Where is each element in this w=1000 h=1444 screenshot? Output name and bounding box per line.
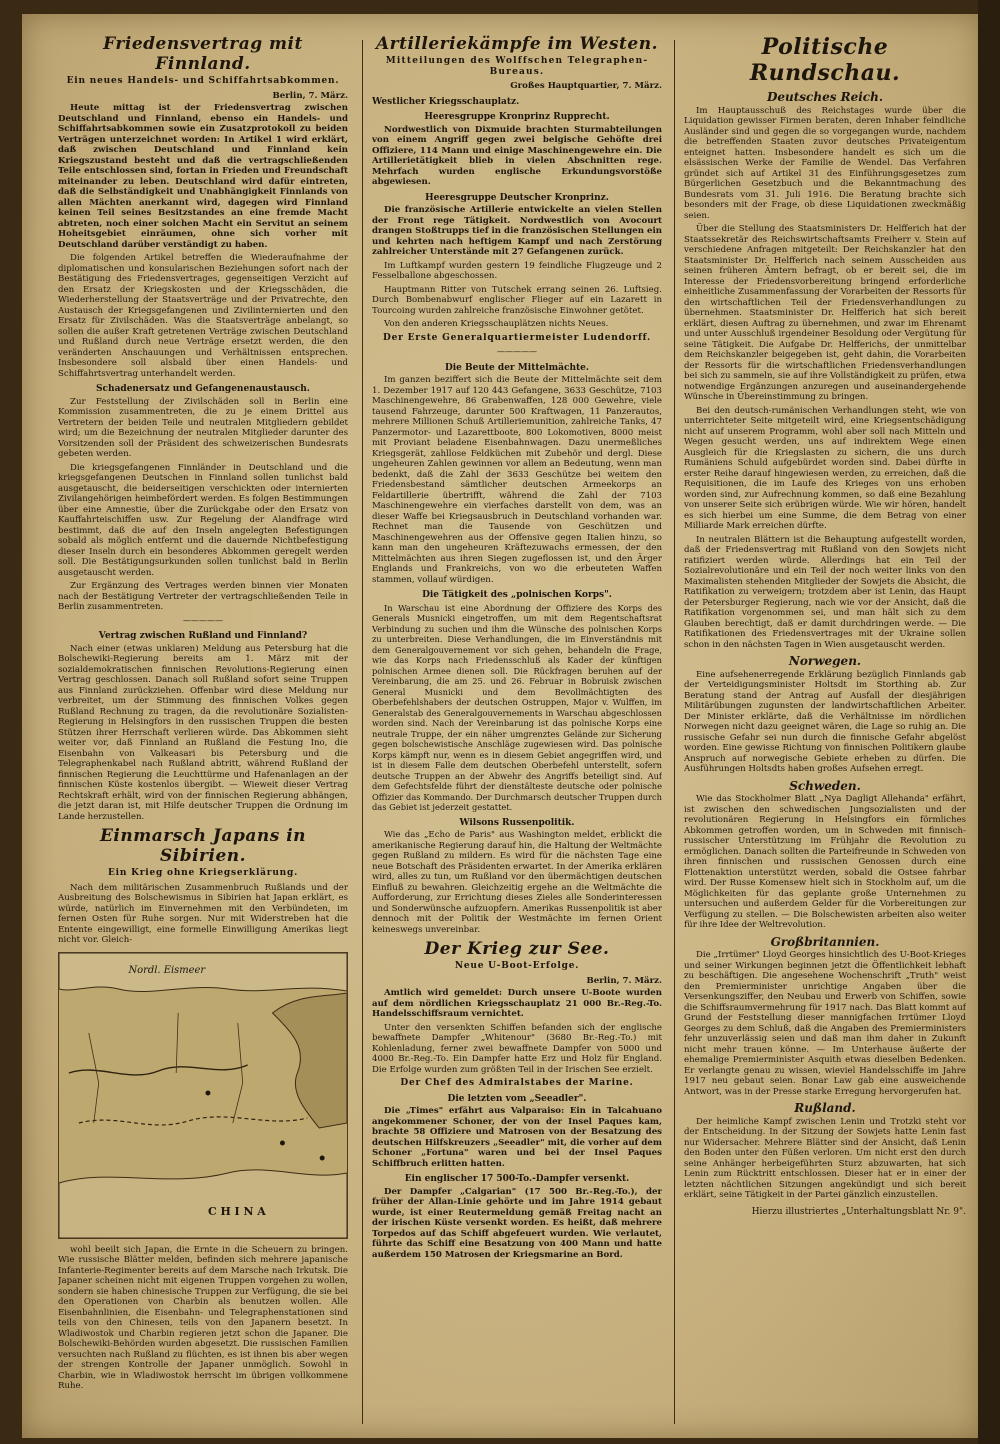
map-label-eismeer: Nordl. Eismeer [128, 964, 206, 976]
paragraph: Die folgenden Artikel betreffen die Wiederaufnahme der diplomatischen und konsularischen Beziehungen sofort nach der Bestätigung des Friedensvertrages, gegenseitigen Verzicht auf den Ersatz der Kriegskosten und der Kriegsschäden, die Wiederherstellung der Staatsverträge und der Privatrechte, den Austausch der Kriegsgefangenen und Zivilinternierten und den Ersatz für Zivilschäden. Was die Staatsverträge anbelangt, so sollen die außer Kraft getretenen Verträge zwischen Deutschland und Rußland durch neue Verträge ersetzt werden, die den veränderten Anschauungen und Verhältnissen entsprechen. Insbesondere soll alsbald über einen Handels- und Schiffahrtsvertrag unterhandelt werden. [58, 253, 348, 379]
footer-note: Hierzu illustriertes „Unterhaltungsblatt Nr. 9". [751, 1206, 966, 1217]
article-subtitle-japan: Ein Krieg ohne Kriegserklärung. [107, 868, 299, 878]
section-heading-schweden: Schweden. [789, 778, 861, 793]
article-title-rundschau: Politische Rundschau. [749, 34, 901, 86]
paragraph: Im Luftkampf wurden gestern 19 feindliche Flugzeuge und 2 Fesselballone abgeschossen. [372, 260, 662, 281]
paragraph: Nach dem militärischen Zusammenbruch Rußlands und der Ausbreitung des Bolschewismus in Sibirien hat Japan erklärt, es würde, natürlich im Einvernehmen mit den Verbündeten, im fernen Osten für Ruhe sorgen. Nur mit Widerstreben hat die Entente eingewilligt, eine formelle Einwilligung Amerikas liegt nicht vor. Gleich- [58, 882, 348, 945]
dateline: Berlin, 7. März. [586, 975, 662, 986]
section-heading-calgarian: Ein englischer 17 500-To.-Dampfer versenkt. [404, 1174, 630, 1184]
section-heading-wilson: Wilsons Russenpolitik. [459, 817, 575, 828]
paragraph: In neutralen Blättern ist die Behauptung aufgestellt worden, daß der Friedensvertrag mit Rußland von den Sowjets nicht ratifiziert werden würde. Allerdings hat ein Teil der Sozialrevolutionäre und ein Teil der noch weiter links von den Maximalisten stehenden Mitglieder der Sowjets die Absicht, die Ratifikation zu verweigern; trotzdem aber ist Lenin, das Haupt der Petersburger Regierung, nach wie vor der Ansicht, daß die Ratifikation vorgenommen sei, und man hält sich zu dem Glauben berechtigt, daß er damit durchdringen werde. — Die Ratifikationen des Friedensvertrages mit der Ukraine sollen schon in den nächsten Tagen in Wien ausgetauscht werden. [684, 534, 966, 650]
section-heading-kronprinz: Heeresgruppe Deutscher Kronprinz. [425, 192, 609, 203]
paragraph: Zur Ergänzung des Vertrages werden binnen vier Monaten nach der Bestätigung Vertreter der vertragschließenden Teile in Berlin zusammentreten. [58, 581, 348, 612]
lead-paragraph: Amtlich wird gemeldet: Durch unsere U-Boote wurden auf dem nördlichen Kriegsschauplatz 21 000 Br.-Reg.-To. Handelsschiffsraum vernichtet. [372, 988, 662, 1019]
paragraph: Die französische Artillerie entwickelte an vielen Stellen der Front rege Tätigkeit. Nordwestlich von Avocourt drangen Stoßtrupps tief in die französischen Stellungen ein und kehrten nach heftigem Kampf und nach Zerstörung zahlreicher Unterstände mit 27 Gefangenen zurück. [372, 205, 662, 257]
paragraph: Der heimliche Kampf zwischen Lenin und Trotzki steht vor der Entscheidung. In der Sitzung der Sowjets hatte Lenin fast nur Widersacher. Mehrere Blätter sind der Ansicht, daß Lenin den Boden unter den Füßen verloren. Um nicht erst den durch seine Anhänger herbeigeführten Sturz abzuwarten, hat sich Lenin zum Rücktritt entschlossen. Dieser hat er in einer der letzten nächtlichen Sitzungen angekündigt und sich bereit erklärt, seine Tätigkeit in der Partei gänzlich einzustellen. [684, 1116, 966, 1200]
article-title-artillerie: Artilleriekämpfe im Westen. [375, 34, 659, 54]
article-subtitle-finnland: Ein neues Handels- und Schiffahrtsabkommen. [66, 76, 340, 86]
dateline: Berlin, 7. März. [272, 90, 348, 101]
divider: ————— [497, 347, 537, 356]
paragraph: Wie das Stockholmer Blatt „Nya Dagligt Allehanda" erfährt, ist zwischen den schwedischen Jungsozialisten und der revolutionären Regierung in Helsingfors ein förmliches Abkommen getroffen worden, um in Schweden mit finnisch-russischer Unterstützung im Frühjahr die Revolution zu ermöglichen. Danach sollten die Parteifreunde in Schweden von ihren finnischen und russischen Genossen durch eine Flottenaktion unterstützt werden, sobald die Ostsee fahrbar wird. Der Russe Komensew hielt sich in Stockholm auf, um die Möglichkeiten für das geplante große Unternehmen zu untersuchen und außerdem Gelder für die Vorbereitungen zur Verfügung zu stellen. — Die Bolschewisten arbeiten also weiter für ihre Idee der Weltrevolution. [684, 794, 966, 930]
section-heading-korps: Die Tätigkeit des „polnischen Korps". [422, 590, 612, 600]
section-heading-grossbritannien: Großbritannien. [770, 934, 880, 949]
lead-paragraph: Heute mittag ist der Friedensvertrag zwischen Deutschland und Finnland, ebenso ein Handels- und Schiffahrtsabkommen sowie ein Zusatzprotokoll zu beiden Verträgen unterzeichnet worden: In Artikel 1 wird erklärt, daß zwischen Deutschland und Finnland kein Kriegszustand besteht und daß die vertragschließenden Teile entschlossen sind, fortan in Frieden und Freundschaft miteinander zu leben. Deutschland wird dafür eintreten, daß die Selbständigkeit und Unabhängigkeit Finnlands von allen Mächten anerkannt wird, dagegen wird Finnland keinen Teil seines Besitzstandes an eine fremde Macht abtreten, noch einer solchen Macht ein Servitut an seinem Hoheitsgebiet einräumen, ohne sich vorher mit Deutschland darüber verständigt zu haben. [58, 103, 348, 250]
section-heading-vertrag: Vertrag zwischen Rußland und Finnland? [98, 631, 308, 641]
column-rule-2 [674, 40, 675, 1424]
paragraph: Im ganzen beziffert sich die Beute der Mittelmächte seit dem 1. Dezember 1917 auf 120 443 Gefangene, 3633 Geschütze, 7103 Maschinengewehre, 86 Grabenwaffen, 128 000 Gewehre, viele tausend Fahrzeuge, darunter 500 Kraftwagen, 11 Panzerautos, mehrere Millionen Schuß Artilleriemunition, zahlreiche Tanks, 47 Panzermotor- und Lazarettboote, 800 Lokomotiven, 8000 meist mit Proviant beladene Eisenbahnwagen. Dazu unermeßliches Kriegsgerät, zahllose Feldküchen mit Zubehör und dergl. Diese ungeheuren Zahlen gewinnen vor allem an Bedeutung, wenn man bedenkt, daß die Zahl der 3633 Geschütze bei weitem den Friedensbestand sämtlicher deutschen Armeekorps an Feldartillerie übertrifft, während die Zahl der 7103 Maschinengewehre ein vierfaches darstellt von dem, was an dieser Waffe bei Kriegsausbruch in Deutschland vorhanden war. Rechnet man die Tausende von Geschützen und Maschinengewehren aus der Offensive gegen Italien hinzu, so kann man den ungeheuren Kräftezuwachs ermessen, der den Mittelmächten aus ihren Siegen zugeflossen ist, und den Ärger Englands und Frankreichs, von wo die erbeuteten Waffen stammen, vollauf würdigen. [372, 375, 662, 585]
paragraph: Der Dampfer „Calgarian" (17 500 Br.-Reg.-To.), der früher der Allan-Linie gehörte und im Jahre 1914 gebaut wurde, ist einer Reutermeldung gemäß Freitag nacht an der irischen Küste versenkt worden. Es heißt, daß mehrere Torpedos auf das Schiff abgefeuert wurden. Wie verlautet, führte das Schiff eine Besatzung von 400 Mann und hatte außerdem 150 Matrosen der Kriegsmarine an Bord. [372, 1186, 662, 1260]
section-heading-russland: Rußland. [794, 1101, 856, 1115]
paragraph: wohl beeilt sich Japan, die Ernte in die Scheuern zu bringen. Wie russische Blätter melden, befinden sich mehrere japanische Infanterie-Regimenter bereits auf dem Marsche nach Irkutsk. Die Japaner scheinen nicht mit eigenen Truppen vorgehen zu wollen, sondern sie haben chinesische Truppen zur Verfügung, die sie bei den Operationen von Charbin als benutzen wollen. Alle Eisenbahnlinien, die Eisenbahn- und Telegraphenstationen sind teils von den Chinesen, teils von den Japanern besetzt. In Wladiwostok und Charbin regieren jetzt schon die Japaner. Die Bolschewiki-Behörden wurden abgesetzt. Die russischen Familien versuchten nach Rußland zu flüchten, es ist ihnen bis aber wegen der strengen Kontrolle der Japaner unmöglich. Sowohl in Charbin, wie in Wladiwostok herrscht im übrigen vollkommene Ruhe. [58, 1244, 348, 1391]
article-title-see: Der Krieg zur See. [424, 939, 610, 959]
signature-admiralstab: Der Chef des Admiralstabes der Marine. [400, 1078, 634, 1088]
adjacent-page-edge [978, 0, 1000, 1444]
section-heading-rupprecht: Heeresgruppe Kronprinz Rupprecht. [424, 112, 610, 122]
article-subtitle-wolff: Mitteilungen des Wolffschen Telegraphen-Bureaus. [385, 56, 649, 77]
paragraph: Wie das „Echo de Paris" aus Washington meldet, erblickt die amerikanische Regierung darauf hin, die Haltung der Weltmächte gegen Rußland zu mildern. Es wird für die nächsten Tage eine neue Botschaft des Präsidenten erwartet. In der Amerika erklären wird, alles zu tun, um Rußland vor den übermächtigen deutschen Einfluß zu bewahren. Gleichzeitig ergehe an die Weltmächte die Aufforderung, zur Errichtung dieses Zieles alle Sonderinteressen und Sonderwünsche aufzuopfern. Amerikas Russenpolitik ist aber dennoch mit der Politik der Westmächte im fernen Orient keineswegs unvereinbar. [372, 830, 662, 935]
paragraph: Die „Irrtümer" Lloyd Georges hinsichtlich des U-Boot-Krieges und seiner Wirkungen beginnen jetzt die Öffentlichkeit lebhaft zu beschäftigen. Die angesehene Wochenschrift „Truth" weist den Premierminister unrichtige Angaben über die Versenkungsziffer, den Neubau und Erwerb von Schiffen, sowie die Schiffsraumvermehrung für 1917 nach. Das Blatt kommt auf Grund der Feststellung dieser mannigfachen Irrtümer Lloyd Georges zu dem Schluß, daß die Angaben des Premierministers fehr unzuverlässig seien und daß man ihm daher in Zukunft nicht mehr trauen könne. — Im Unterhause äußerte der ehemalige Premierminister Asquith etwas dieselben Bedenken. Er verlangte genau zu wissen, wieviel Handelsschiffe im Jahre 1917 neu gebaut seien. Bonar Law gab eine ausweichende Antwort, was in der Presse starke Erregung hervorgerufen hat. [684, 950, 966, 1097]
paragraph: Unter den versenkten Schiffen befanden sich der englische bewaffnete Dampfer „Whitenour" (3680 Br.-Reg.-To.) mit Kohlenladung, ferner zwei bewaffnete Dampfer von 5000 und 4000 Br.-Reg.-To. Ein Dampfer hatte Erz und Holz für England. Die Erfolge wurden zum größten Teil in der Irischen See erzielt. [372, 1022, 662, 1075]
section-heading-norwegen: Norwegen. [788, 654, 862, 668]
article-title-finnland: Friedensvertrag mit Finnland. [103, 34, 303, 74]
paragraph: In Warschau ist eine Abordnung der Offiziere des Korps des Generals Musnicki eingetroffen, um mit dem Regentschaftsrat Verbindung zu suchen und ihm die Wünsche des polnischen Korps zu unterbreiten. Diese Verhandlungen, die im Einverständnis mit dem Generalgouvernement vor sich gehen, behandeln die Frage, wie das Korps nach Friedensschluß als Kader der künftigen polnischen Armee dienen soll. Die Rückfragen beruhen auf der Vereinbarung, die am 25. und 26. Februar in Bobruisk zwischen General Musnicki und dem Bevollmächtigten des Oberbefehlshabers der deutschen Ostruppen, Major v. Wulffen, im Generalstab des Generalgouvernements in Warschau abgeschlossen worden sind. Nach der Vereinbarung ist das polnische Korps eine neutrale Truppe, der ein näher umgrenztes Gelände zur Sicherung gegen bolschewistische Anschläge zugewiesen wird. Das polnische Korps kämpft nur, wenn es in diesem Gebiet angegriffen wird, und ist in diesem Falle dem deutschen Oberbefehl unterstellt, sofern deutsche Truppen an der Abwehr des Angriffs beteiligt sind. Auf dem Gefechtsfelde führt der dienstälteste deutsche oder polnische Offizier das Kommando. Der Durchmarsch deutscher Truppen durch das Gebiet ist jederzeit gestattet. [372, 602, 662, 812]
section-heading-beute: Die Beute der Mittelmächte. [444, 362, 590, 373]
section-heading-schadenersatz: Schadenersatz und Gefangenenaustausch. [96, 384, 310, 394]
paragraph: Über die Stellung des Staatsministers Dr. Helfferich hat der Staatssekretär des Reichswirtschaftsamts Freiherr v. Stein auf verschiedene Anfragen mitgeteilt: Der Reichskanzler hat den Staatsminister Dr. Helfferich nach seinem Ausscheiden aus seinen früheren Ämtern befragt, ob er bereit sei, die im Interesse der Friedensvorbereitung bringend erforderliche einheitliche Zusammenfassung der Vorarbeiten der Ressorts für den wirtschaftlichen Teil der Friedensverhandlungen zu übernehmen. Staatsminister Dr. Helfferich hat sich bereit erklärt, diesen Auftrag zu übernehmen, und zwar im Ehrenamt und unter Ausschluß irgendeiner Besoldung oder Vergütung für seine Tätigkeit. Die Aufgabe Dr. Helfferichs, der unmittelbar dem Reichskanzler beigegeben ist, geht dahin, die Vorarbeiten der Ressorts für die wirtschaftlichen Friedensverhandlungen bei sich zu sammeln, sie auf ihre Vollständigkeit zu prüfen, etwa notwendige Ergänzungen anzuregen und auseinandergehende Wünsche in Übereinstimmung zu bringen. [684, 224, 966, 402]
paragraph: Nordwestlich von Dixmuide brachten Sturmabteilungen von einem Angriff gegen zwei belgische Gehöfte drei Offiziere, 114 Mann und einige Maschinengewehre ein. Die Artillerietätigkeit blieb in vielen Abschnitten rege. Mehrfach wurden englische Erkundungsvorstöße abgewiesen. [372, 124, 662, 187]
map-label-china: C H I N A [207, 1204, 266, 1218]
column-1 [58, 30, 348, 1432]
paragraph: Von den anderen Kriegsschauplätzen nichts Neues. [384, 319, 609, 329]
siberia-map [58, 952, 348, 1239]
paragraph: Im Hauptausschuß des Reichstages wurde über die Liquidation gewisser Firmen beraten, deren Inhaber feindliche Ausländer sind und gegen die so vorgegangen wurde, nachdem die betreffenden Staaten zuvor deutsches Privateigentum enteignet hatten. Insbesondere handelt es sich um die elsässischen Werke der Familie de Wendel. Das Verfahren gründet sich auf Artikel 31 des Einführungsgesetzes zum Bürgerlichen Gesetzbuch und die Bekanntmachung des Bundesrats vom 31. Juli 1916. Die Beratung brachte sich besonders mit der Frage, ob diese Liquidationen zweckmäßig seien. [684, 105, 966, 221]
paragraph: Die kriegsgefangenen Finnländer in Deutschland und die kriegsgefangenen Deutschen in Finnland sollen tunlichst bald ausgetauscht, die beiderseitigen verschickten oder internierten Zivilangehörigen heimbefördert werden. Es folgen Bestimmungen über eine Amnestie, über die Zurückgabe oder den Ersatz von Kauffahrteischiffen usw. Zur Regelung der Alandfrage wird bestimmt, daß die auf den Inseln angelegten Befestigungen sobald als möglich entfernt und die dauernde Nichtbefestigung dieser Inseln durch ein besonderes Abkommen geregelt werden soll. Die Bestätigungsurkunden sollen tunlichst bald in Berlin ausgetauscht werden. [58, 462, 348, 578]
section-heading-west: Westlicher Kriegsschauplatz. [372, 96, 520, 107]
column-3 [684, 30, 966, 1432]
paragraph: Eine aufsehenerregende Erklärung bezüglich Finnlands gab der Verteidigungsminister Holtsdt im Storthing ab. Zur Beratung stand der Antrag auf Ausfall der diesjährigen Militärübungen zugunsten der landwirtschaftlichen Arbeiter. Der Minister erklärte, daß die Verhältnisse im nördlichen Norwegen nicht dazu geeignet wären, die Lage so ruhig an. Die russische Gefahr sei nun durch die finnische Gefahr abgelöst worden. Eine gewisse Richtung von finnischen Politikern glaube Anspruch auf norwegische Gebiete erheben zu dürfen. Die Ausführungen Holtsdts haben großes Aufsehen erregt. [684, 669, 966, 774]
section-heading-reich: Deutsches Reich. [766, 90, 884, 104]
article-title-japan: Einmarsch Japans in Sibirien. [99, 826, 307, 866]
column-2 [372, 30, 662, 1432]
column-rule-1 [362, 40, 363, 1424]
paragraph: Zur Feststellung der Zivilschäden soll in Berlin eine Kommission zusammentreten, die zu je einem Drittel aus Vertretern der beiden Teile und neutralen Mitgliedern gebildet wird; um die Bezeichnung der neutralen Mitglieder darunter des Vorsitzenden soll der Präsident des schweizerischen Bundesrats gebeten werden. [58, 396, 348, 459]
map-drawing [59, 953, 347, 1238]
paragraph: Hauptmann Ritter von Tutschek errang seinen 26. Luftsieg. Durch Bombenabwurf englischer Flieger auf ein Lazarett in Tourcoing wurden zahlreiche französische Einwohner getötet. [372, 284, 662, 316]
paragraph: Die „Times" erfährt aus Valparaiso: Ein in Talcahuano angekommener Schoner, der von der Insel Paques kam, brachte 58 Offiziere und Matrosen von der Besatzung des deutschen Hilfskreuzers „Seeadler" mit, die vorher auf dem Schoner „Fortuna" waren und bei der Insel Paques Schiffbruch erlitten hatten. [372, 1106, 662, 1169]
signature-ludendorff: Der Erste Generalquartiermeister Ludendorff. [383, 332, 651, 343]
paragraph: Bei den deutsch-rumänischen Verhandlungen steht, wie von unterrichteter Seite mitgeteilt wird, eine Kriegsentschädigung nicht auf unserem Programm, wohl aber soll nach Mitteln und Wegen gesucht werden, uns auf indirektem Wege einen Ausgleich für die Kriegslasten zu sichern, die uns durch Rumäniens Schuld aufgebürdet worden sind. Dabei dürfte in erster Reihe darauf hingewiesen werden, zu erreichen, daß die Requisitionen, die im Laufe des Krieges von uns erhoben worden sind, zur Aufrechnung kommen, so daß eine Bezahlung von unserer Seite sich erübrigen würde. Wie wir hören, handelt es sich hierbei um eine Summe, die dem Betrag von einer Milliarde Mark erreichen dürfte. [684, 405, 966, 531]
section-heading-seeadler: Die letzten vom „Seeadler". [447, 1093, 587, 1104]
article-subtitle-uboot: Neue U-Boot-Erfolge. [454, 961, 580, 971]
dateline: Großes Hauptquartier, 7. März. [510, 81, 662, 91]
paragraph: Nach einer (etwas unklaren) Meldung aus Petersburg hat die Bolschewiki-Regierung bereits am 1. März mit der sozialdemokratischen finnischen Revolutions-Regierung einen Vertrag geschlossen. Danach soll Rußland sofort seine Truppen aus Finnland zurückziehen. Offenbar wird diese Meldung nur verbreitet, um der Stimmung des finnischen Volkes gegen Rußland Rechnung zu tragen, da die revolutionäre Sozialisten-Regierung in Helsingfors in den russischen Truppen die besten Stützen ihrer Herrschaft verlieren würde. Das Abkommen sieht weiter vor, daß Finnland an Rußland die Festung Ino, die Eisenbahn von Valkeasari bis Petersburg und die Telegraphenkabel nach Rußland abtritt, während Rußland der finnischen Regierung die Leuchttürme und Hafenanlagen an der finnischen Küste kostenlos übergibt. — Wieweit dieser Vertrag Rechtskraft erhält, wird von der finnischen Regierung abhängen, die jetzt daran ist, mit Hilfe deutscher Truppen die Ordnung im Lande herzustellen. [58, 643, 348, 822]
divider: ————— [183, 615, 223, 625]
